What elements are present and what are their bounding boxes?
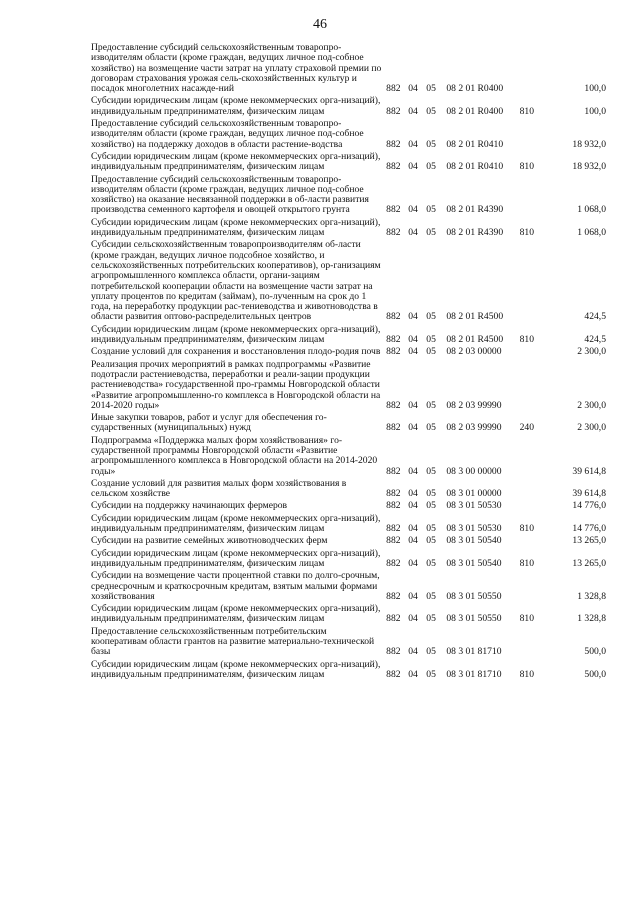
row-section-code: 04 xyxy=(408,161,418,173)
table-row xyxy=(91,501,606,513)
row-target-code: 08 2 03 99990 xyxy=(446,422,502,434)
row-expense-type-code xyxy=(520,119,542,152)
row-subsection-code: 05 xyxy=(426,399,436,411)
row-subsection-code: 05 xyxy=(426,161,436,173)
table-row xyxy=(91,240,606,324)
row-vr-code: 882 xyxy=(386,535,401,547)
table-row xyxy=(91,347,606,359)
row-amount: 1 328,8 xyxy=(577,613,606,625)
row-section-code: 04 xyxy=(408,535,418,547)
row-target-code: 08 2 01 R4500 xyxy=(446,311,504,323)
row-name: Субсидии сельскохозяйственным товаропроизводителям об-ласти (кроме граждан, ведущих личное подсобное хозяйство, и сельскохозяйственных потребительских кооперативов), ор-ганизациям агропромышленного комплекса области, органи-зациям потребительской кооперации области на возмещение части затрат на уплату процентов по кредитам (займам), по-лученным на срок до 1 года, на переработку продукции рас-тениеводства и животноводства в области развития оптово-распределительных центров xyxy=(91,239,381,323)
row-subsection-code: 05 xyxy=(426,422,436,434)
row-name: Субсидии юридическим лицам (кроме некоммерческих орга-низаций), индивидуальным предпринимателям, физическим лицам xyxy=(91,603,381,625)
row-name: Предоставление сельскохозяйственным потребительским кооперативам области грантов на развитие материально-технической базы xyxy=(91,625,375,658)
row-name: Субсидии юридическим лицам (кроме некоммерческих орга-низаций), индивидуальным предпринимателям, физическим лицам xyxy=(91,150,381,173)
row-expense-type-code: 810 xyxy=(519,161,535,173)
row-subsection-code: 05 xyxy=(426,535,436,547)
row-expense-type-code: 240 xyxy=(519,422,535,434)
table-row xyxy=(91,175,606,218)
row-section-code: 04 xyxy=(408,488,418,500)
row-amount: 424,5 xyxy=(584,334,606,346)
table-row xyxy=(91,152,606,175)
row-expense-type-code xyxy=(520,536,542,548)
row-amount: 18 932,0 xyxy=(572,161,606,173)
row-name: Предоставление субсидий сельскохозяйственным товаропро-изводителям области (кроме граждан, ведущих личное под-собное хозяйство) на поддержку доходов в области растение-водства xyxy=(91,118,364,150)
row-name: Субсидии юридическим лицам (кроме некоммерческих орга-низаций), индивидуальным предпринимателям, физическим лицам xyxy=(91,216,381,239)
row-amount: 500,0 xyxy=(584,668,606,680)
row-vr-code: 882 xyxy=(386,346,401,358)
row-expense-type-code: 810 xyxy=(519,334,535,346)
row-subsection-code: 05 xyxy=(426,668,436,680)
row-target-code: 08 2 01 R4390 xyxy=(446,204,504,216)
row-subsection-code: 05 xyxy=(426,523,436,535)
row-section-code: 04 xyxy=(408,334,418,346)
row-amount: 39 614,8 xyxy=(572,488,606,500)
row-amount: 1 068,0 xyxy=(577,204,606,216)
table-row xyxy=(91,360,606,413)
row-name: Предоставление субсидий сельскохозяйственным товаропро-изводителям области (кроме граждан, ведущих личное под-собное хозяйство) на оказание несвязанной поддержки в об-ласти развития производства семенного картофеля и овощей открытого грунта xyxy=(91,173,369,216)
row-target-code: 08 2 01 R0410 xyxy=(446,138,504,150)
row-amount: 2 300,0 xyxy=(577,346,606,358)
row-section-code: 04 xyxy=(408,500,418,512)
table-row xyxy=(91,549,606,572)
row-vr-code: 882 xyxy=(386,557,401,569)
row-section-code: 04 xyxy=(408,311,418,323)
table-row xyxy=(91,604,606,627)
budget-table xyxy=(91,43,606,682)
row-expense-type-code xyxy=(520,43,542,96)
row-expense-type-code xyxy=(520,479,542,502)
row-section-code: 04 xyxy=(408,668,418,680)
row-expense-type-code xyxy=(520,360,542,413)
row-vr-code: 882 xyxy=(386,500,401,512)
row-subsection-code: 05 xyxy=(426,227,436,239)
table-row xyxy=(91,413,606,436)
row-name: Субсидии юридическим лицам (кроме некоммерческих орга-низаций), индивидуальным предпринимателям, физическим лицам xyxy=(91,658,381,680)
row-name: Предоставление субсидий сельскохозяйственным товаропро-изводителям области (кроме граждан, ведущих личное под-собное хозяйство) на возмещение части затрат на уплату страховой премии по договорам страхования урожая сель-скохозяйственных культур и посадок многолетних насажде-ний xyxy=(91,42,382,95)
row-vr-code: 882 xyxy=(386,399,401,411)
row-section-code: 04 xyxy=(408,465,418,477)
row-name: Субсидии юридическим лицам (кроме некоммерческих орга-низаций), индивидуальным предпринимателям, физическим лицам xyxy=(91,512,381,535)
row-amount: 13 265,0 xyxy=(572,535,606,547)
row-amount: 13 265,0 xyxy=(572,557,606,569)
row-name: Субсидии на возмещение части процентной ставки по долго-срочным, среднесрочным и краткосрочным кредитам, взятым малыми формами хозяйствования xyxy=(91,570,380,602)
row-target-code: 08 2 01 R0410 xyxy=(446,161,504,173)
row-expense-type-code xyxy=(520,501,542,513)
row-name: Создание условий для развития малых форм хозяйствования в сельском хозяйстве xyxy=(91,477,347,500)
row-subsection-code: 05 xyxy=(426,646,436,658)
row-subsection-code: 05 xyxy=(426,334,436,346)
row-target-code: 08 3 01 50540 xyxy=(446,535,502,547)
table-row xyxy=(91,218,606,241)
row-vr-code: 882 xyxy=(386,105,401,117)
row-target-code: 08 3 01 50530 xyxy=(446,500,502,512)
row-section-code: 04 xyxy=(408,83,418,95)
row-name: Субсидии на развитие семейных животноводческих ферм xyxy=(91,535,328,547)
row-expense-type-code xyxy=(520,347,542,359)
row-expense-type-code xyxy=(520,240,542,324)
row-subsection-code: 05 xyxy=(426,488,436,500)
row-amount: 39 614,8 xyxy=(572,465,606,477)
row-amount: 100,0 xyxy=(584,105,606,117)
row-amount: 1 328,8 xyxy=(577,590,606,602)
row-subsection-code: 05 xyxy=(426,613,436,625)
row-vr-code: 882 xyxy=(386,161,401,173)
row-expense-type-code xyxy=(520,627,542,660)
row-vr-code: 882 xyxy=(386,590,401,602)
row-vr-code: 882 xyxy=(386,311,401,323)
row-amount: 2 300,0 xyxy=(577,422,606,434)
row-name: Субсидии юридическим лицам (кроме некоммерческих орга-низаций), индивидуальным предпринимателям, физическим лицам xyxy=(91,547,381,569)
table-row xyxy=(91,479,606,502)
row-target-code: 08 3 01 00000 xyxy=(446,488,502,500)
row-expense-type-code xyxy=(520,571,542,604)
row-target-code: 08 3 01 81710 xyxy=(446,646,502,658)
row-amount: 424,5 xyxy=(584,311,606,323)
row-amount: 1 068,0 xyxy=(577,227,606,239)
row-amount: 100,0 xyxy=(584,83,606,95)
row-target-code: 08 2 03 99990 xyxy=(446,399,502,411)
budget-rows xyxy=(91,43,606,682)
table-row xyxy=(91,96,606,119)
table-row xyxy=(91,536,606,548)
row-expense-type-code xyxy=(520,175,542,218)
row-expense-type-code: 810 xyxy=(519,557,535,569)
row-vr-code: 882 xyxy=(386,204,401,216)
row-target-code: 08 2 01 R4390 xyxy=(446,227,504,239)
table-row xyxy=(91,119,606,152)
row-expense-type-code: 810 xyxy=(519,613,535,625)
row-name: Субсидии юридическим лицам (кроме некоммерческих орга-низаций), индивидуальным предпринимателям, физическим лицам xyxy=(91,95,381,117)
page-number: 46 xyxy=(313,17,327,32)
row-subsection-code: 05 xyxy=(426,465,436,477)
row-subsection-code: 05 xyxy=(426,83,436,95)
row-section-code: 04 xyxy=(408,204,418,216)
row-section-code: 04 xyxy=(408,227,418,239)
row-vr-code: 882 xyxy=(386,488,401,500)
row-section-code: 04 xyxy=(408,138,418,150)
row-name: Иные закупки товаров, работ и услуг для обеспечения го-сударственных (муниципальных) нужд xyxy=(91,412,327,434)
row-amount: 500,0 xyxy=(584,646,606,658)
table-row xyxy=(91,571,606,604)
row-vr-code: 882 xyxy=(386,465,401,477)
table-row xyxy=(91,660,606,683)
row-target-code: 08 2 01 R0400 xyxy=(446,105,504,117)
row-target-code: 08 2 01 R4500 xyxy=(446,334,504,346)
row-name: Создание условий для сохранения и восстановления плодо-родия почв xyxy=(91,346,381,358)
row-section-code: 04 xyxy=(408,590,418,602)
row-vr-code: 882 xyxy=(386,613,401,625)
table-row xyxy=(91,514,606,537)
row-vr-code: 882 xyxy=(386,422,401,434)
row-amount: 2 300,0 xyxy=(577,399,606,411)
table-row xyxy=(91,325,606,348)
row-name: Подпрограмма «Поддержка малых форм хозяйствования» го-сударственной программы Новгородской области «Развитие агропромышленного комплекса в Новгородской области на 2014-2020 годы» xyxy=(91,434,378,477)
row-target-code: 08 3 01 50540 xyxy=(446,557,502,569)
row-expense-type-code: 810 xyxy=(519,105,535,117)
row-target-code: 08 3 00 00000 xyxy=(446,465,502,477)
row-vr-code: 882 xyxy=(386,523,401,535)
row-target-code: 08 3 01 50550 xyxy=(446,590,502,602)
row-target-code: 08 3 01 50550 xyxy=(446,613,502,625)
row-amount: 14 776,0 xyxy=(572,500,606,512)
row-subsection-code: 05 xyxy=(426,204,436,216)
row-subsection-code: 05 xyxy=(426,138,436,150)
row-target-code: 08 2 01 R0400 xyxy=(446,83,504,95)
row-target-code: 08 3 01 81710 xyxy=(446,668,502,680)
row-subsection-code: 05 xyxy=(426,105,436,117)
row-subsection-code: 05 xyxy=(426,557,436,569)
row-expense-type-code xyxy=(520,436,542,479)
row-section-code: 04 xyxy=(408,105,418,117)
row-subsection-code: 05 xyxy=(426,500,436,512)
row-amount: 14 776,0 xyxy=(572,523,606,535)
row-vr-code: 882 xyxy=(386,668,401,680)
row-target-code: 08 3 01 50530 xyxy=(446,523,502,535)
row-section-code: 04 xyxy=(408,422,418,434)
row-subsection-code: 05 xyxy=(426,346,436,358)
row-section-code: 04 xyxy=(408,646,418,658)
row-name: Реализация прочих мероприятий в рамках подпрограммы «Развитие подотрасли растениеводства, переработки и реали-зации продукции растениеводства» государственной про-граммы Новгородской области «Развитие агропромышленно-го комплекса в Новгородской области на 2014-2020 годы» xyxy=(91,358,381,411)
row-vr-code: 882 xyxy=(386,227,401,239)
row-expense-type-code: 810 xyxy=(519,523,535,535)
row-section-code: 04 xyxy=(408,613,418,625)
row-section-code: 04 xyxy=(408,399,418,411)
row-vr-code: 882 xyxy=(386,83,401,95)
table-row xyxy=(91,43,606,96)
row-subsection-code: 05 xyxy=(426,590,436,602)
table-row xyxy=(91,436,606,479)
row-name: Субсидии юридическим лицам (кроме некоммерческих орга-низаций), индивидуальным предпринимателям, физическим лицам xyxy=(91,323,381,346)
row-name: Субсидии на поддержку начинающих фермеров xyxy=(91,500,288,512)
row-expense-type-code: 810 xyxy=(519,227,535,239)
row-subsection-code: 05 xyxy=(426,311,436,323)
row-vr-code: 882 xyxy=(386,646,401,658)
row-section-code: 04 xyxy=(408,523,418,535)
row-section-code: 04 xyxy=(408,346,418,358)
row-vr-code: 882 xyxy=(386,138,401,150)
row-amount: 18 932,0 xyxy=(572,138,606,150)
table-row xyxy=(91,627,606,660)
row-expense-type-code: 810 xyxy=(519,668,535,680)
row-vr-code: 882 xyxy=(386,334,401,346)
row-section-code: 04 xyxy=(408,557,418,569)
row-target-code: 08 2 03 00000 xyxy=(446,346,502,358)
